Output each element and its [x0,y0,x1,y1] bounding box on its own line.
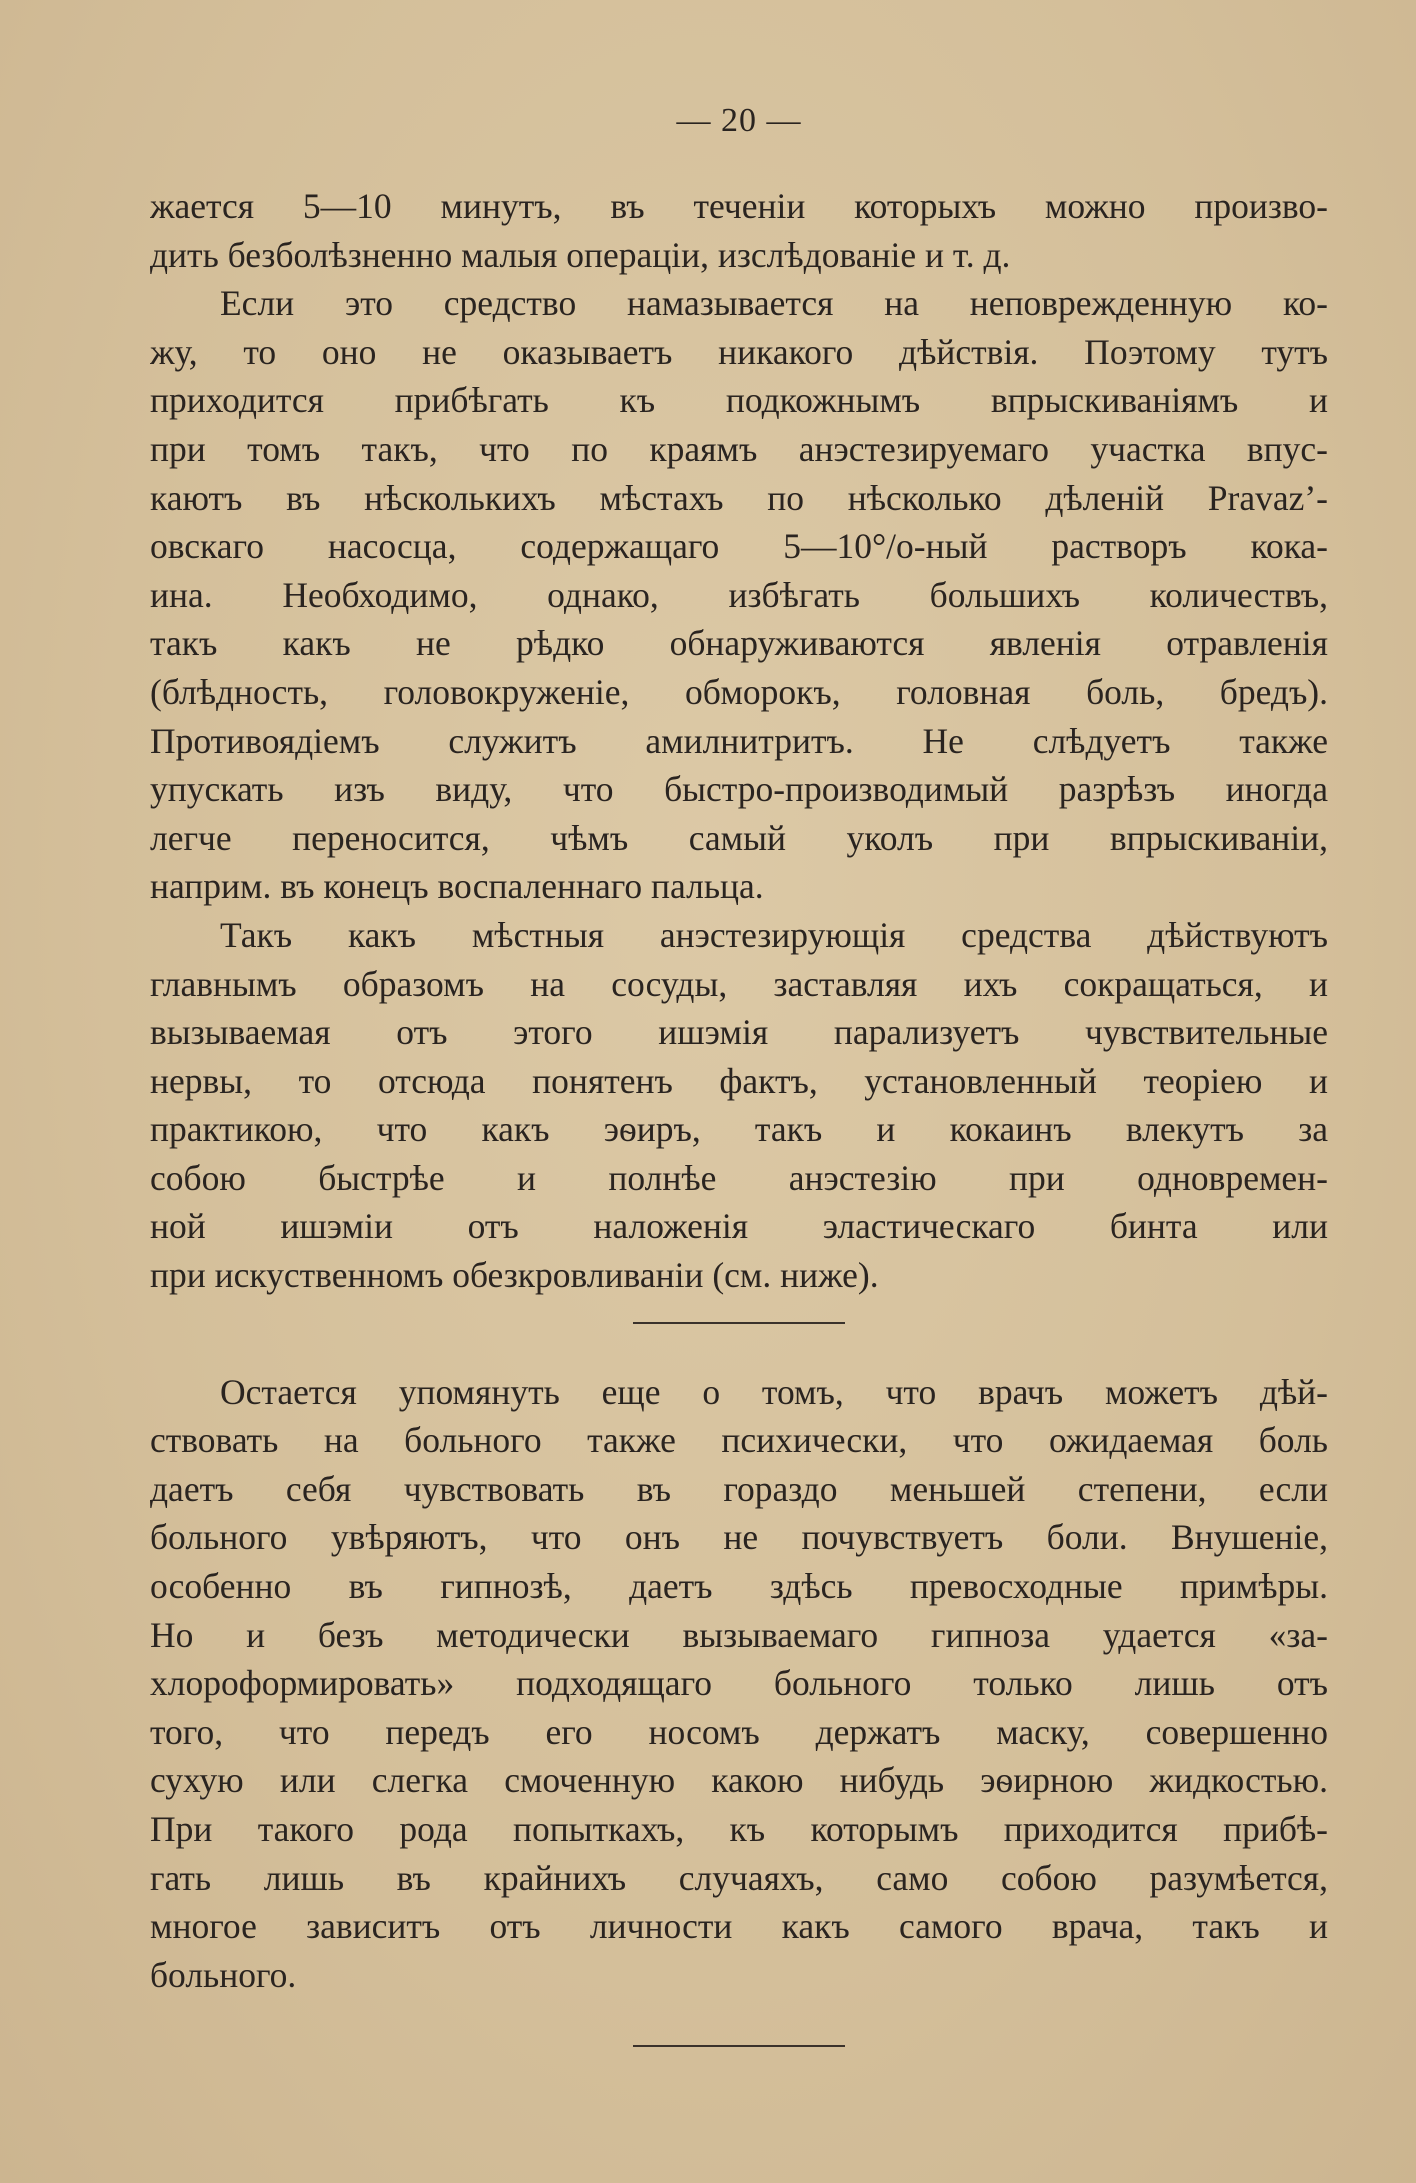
text-line: такъ какъ не рѣдко обнаруживаются явленія отравленія [150,623,1328,664]
text-line: того, что передъ его носомъ держатъ маску, совершенно [150,1711,1328,1752]
end-divider [633,2045,845,2047]
text-line: Противоядіемъ служитъ амилнитритъ. Не слѣдуетъ также [150,720,1328,761]
text-line: особенно въ гипнозѣ, даетъ здѣсь превосходные примѣры. [150,1566,1328,1607]
text-line: при томъ такъ, что по краямъ анэстезируемаго участка впус- [150,428,1328,469]
text-line: ствовать на больного также психически, что ожидаемая боль [150,1420,1328,1461]
text-line: Остается упомянуть еще о томъ, что врачъ можетъ дѣй- [220,1371,1328,1412]
text-line: практикою, что какъ эѳиръ, такъ и кокаинъ влекутъ за [150,1109,1328,1150]
text-line: Но и безъ методически вызываемаго гипноза удается «за- [150,1614,1328,1655]
text-line: упускать изъ виду, что быстро-производимый разрѣзъ иногда [150,769,1328,810]
paragraph-1 [150,182,1328,279]
text-line: даетъ себя чувствовать въ гораздо меньшей степени, если [150,1468,1328,1509]
text-line: каютъ въ нѣсколькихъ мѣстахъ по нѣсколько дѣленій Pravaz’- [150,477,1328,518]
text-line: при искуственномъ обезкровливаніи (см. ниже). [150,1255,879,1296]
text-line: многое зависитъ отъ личности какъ самого врача, такъ и [150,1906,1328,1947]
paragraph-3 [150,911,1328,1300]
text-line: главнымъ образомъ на сосуды, заставляя ихъ сокращаться, и [150,963,1328,1004]
text-line: Если это средство намазывается на неповрежденную ко- [220,283,1328,324]
text-line: больного увѣряютъ, что онъ не почувствуетъ боли. Внушеніе, [150,1517,1328,1558]
paragraph-4 [150,1368,1328,2000]
page-number: — 20 — [676,102,802,139]
text-line: Такъ какъ мѣстныя анэстезирующія средства дѣйствуютъ [220,914,1328,955]
text-line: легче переносится, чѣмъ самый уколъ при впрыскиваніи, [150,817,1328,858]
text-line: жу, то оно не оказываетъ никакого дѣйствія. Поэтому тутъ [150,331,1328,372]
section-divider [633,1322,845,1324]
paragraph-2 [150,279,1328,911]
text-line: больного. [150,1954,297,1995]
page [150,100,1328,2047]
text-line: овскаго насосца, содержащаго 5—10°/о-ный растворъ кока- [150,526,1328,567]
text-line: жается 5—10 минутъ, въ теченіи которыхъ можно произво- [150,186,1328,226]
text-line: При такого рода попыткахъ, къ которымъ приходится прибѣ- [150,1809,1328,1849]
text-line: хлороформировать» подходящаго больного только лишь отъ [150,1663,1328,1704]
text-line: ина. Необходимо, однако, избѣгать большихъ количествъ, [150,574,1328,615]
text-line: наприм. въ конецъ воспаленнаго пальца. [150,866,764,907]
text-line: ной ишэміи отъ наложенія эластическаго бинта или [150,1206,1328,1247]
text-line: дить безболѣзненно малыя операціи, изслѣдованіе и т. д. [150,234,1011,275]
text-line: нервы, то отсюда понятенъ фактъ, установленный теоріею и [150,1060,1328,1101]
text-line: приходится прибѣгать къ подкожнымъ впрыскиваніямъ и [150,380,1328,421]
text-line: гать лишь въ крайнихъ случаяхъ, само собою разумѣется, [150,1857,1328,1898]
text-line: сухую или слегка смоченную какою нибудь эѳирною жидкостью. [150,1760,1328,1801]
text-line: собою быстрѣе и полнѣе анэстезію при одновремен- [150,1157,1328,1198]
text-line: (блѣдность, головокруженіе, обморокъ, головная боль, бредъ). [150,671,1328,712]
text-line: вызываемая отъ этого ишэмія парализуетъ чувствительные [150,1012,1328,1053]
